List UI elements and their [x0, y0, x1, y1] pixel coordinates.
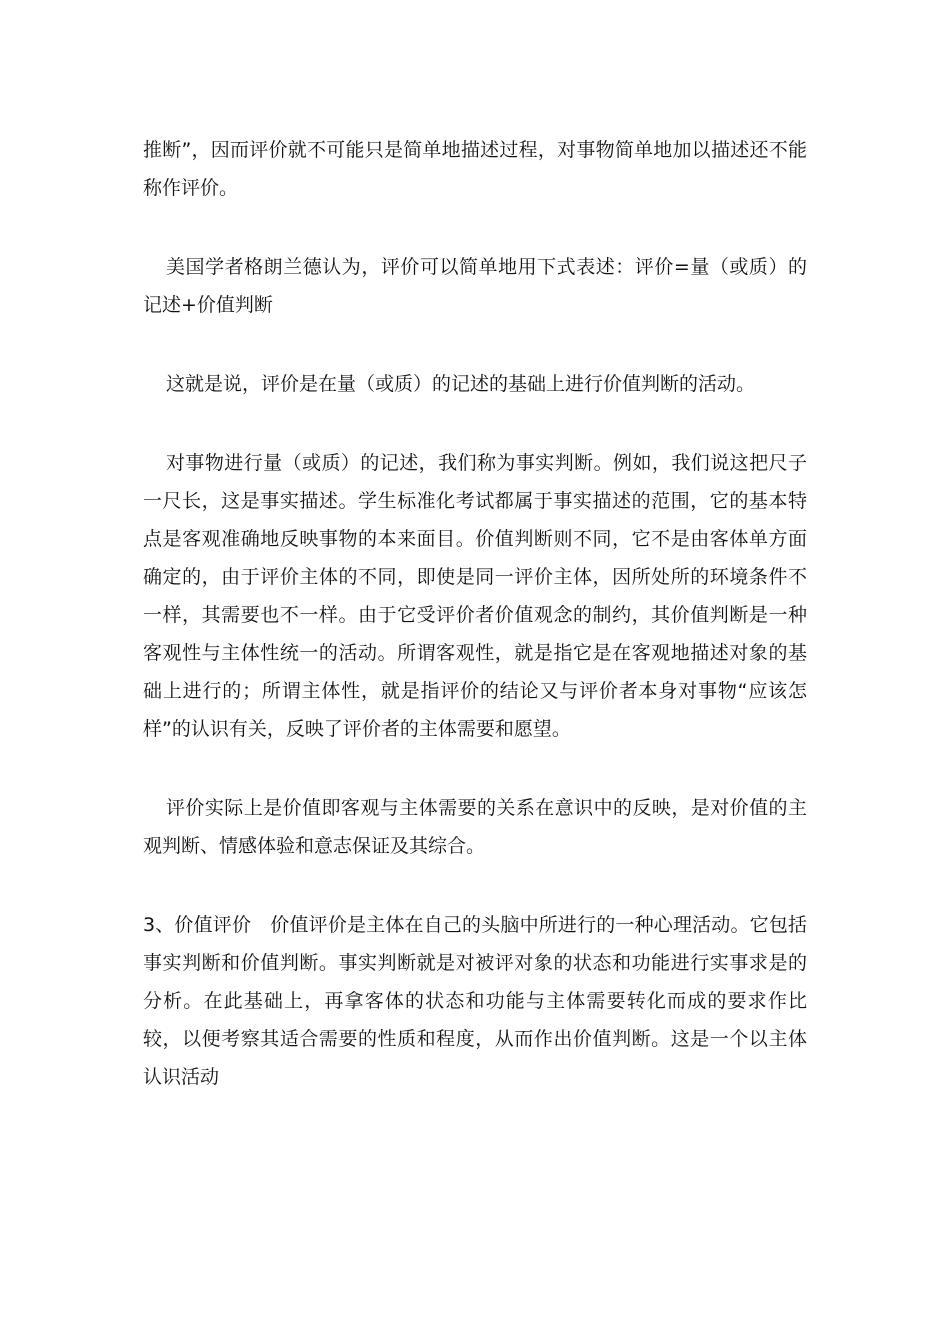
paragraph-evaluation-definition: 这就是说，评价是在量（或质）的记述的基础上进行价值判断的活动。 — [166, 373, 756, 395]
paragraph-continuation: 推断”，因而评价就不可能只是简单地描述过程，对事物简单地加以描述还不能称作评价。 — [143, 139, 807, 199]
paragraph-evaluation-reflection: 评价实际上是价值即客观与主体需要的关系在意识中的反映，是对价值的主观判断、情感体验和意志保证及其综合。 — [143, 797, 807, 857]
paragraph-value-evaluation: 3、价值评价 价值评价是主体在自己的头脑中所进行的一种心理活动。它包括事实判断和价值判断。事实判断就是对被评对象的状态和功能进行实事求是的分析。在此基础上，再拿客体的状态和功能与主体需要转化而成的要求作比较，以便考察其适合需要的性质和程度，从而作出价值判断。这是一个以主体认识活动 — [143, 914, 807, 1088]
paragraph-gronlund-formula: 美国学者格朗兰德认为，评价可以简单地用下式表述：评价=量（或质）的记述+价值判断 — [143, 256, 807, 316]
document-body — [143, 131, 807, 1096]
paragraph-fact-judgment: 对事物进行量（或质）的记述，我们称为事实判断。例如，我们说这把尺子一尺长，这是事实描述。学生标准化考试都属于事实描述的范围，它的基本特点是客观准确地反映事物的本来面目。价值判断则不同，它不是由客体单方面确定的，由于评价主体的不同，即使是同一评价主体，因所处所的环境条件不一样，其需要也不一样。由于它受评价者价值观念的制约，其价值判断是一种客观性与主体性统一的活动。所谓客观性，就是指它是在客观地描述对象的基础上进行的；所谓主体性，就是指评价的结论又与评价者本身对事物“应该怎样”的认识有关，反映了评价者的主体需要和愿望。 — [143, 452, 807, 740]
